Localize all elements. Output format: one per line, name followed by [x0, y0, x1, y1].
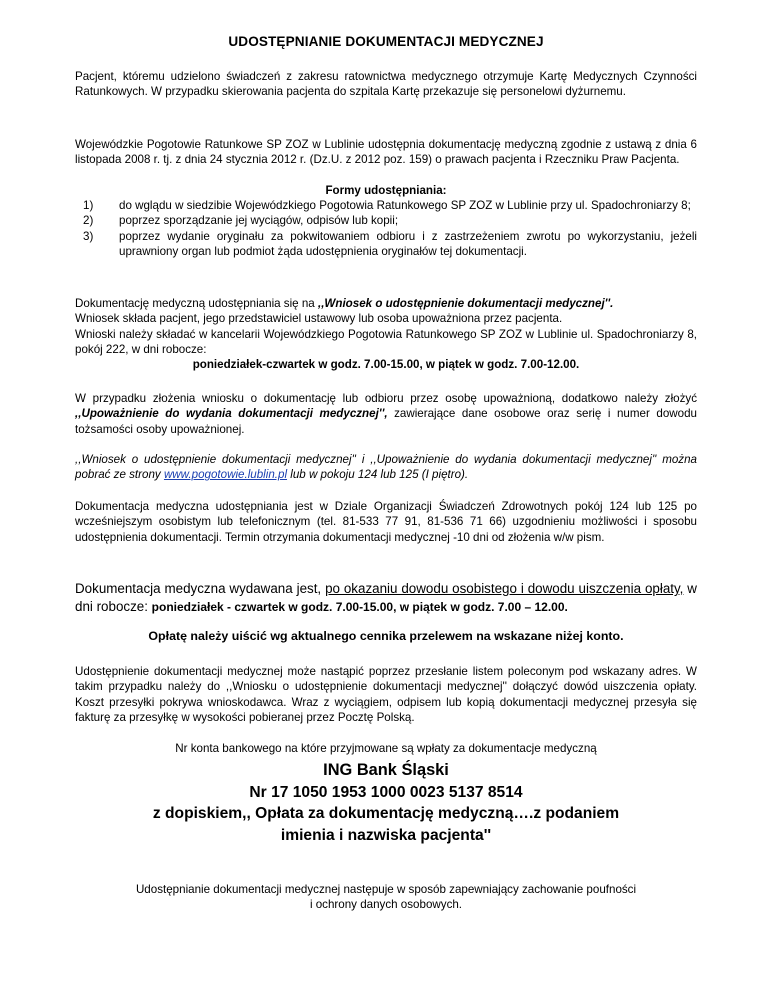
bank-intro: Nr konta bankowego na które przyjmowane są wpłaty za dokumentacje medyczną [175, 742, 597, 755]
download-paragraph: ,,Wniosek o udostępnienie dokumentacji medycznej'' i ,,Upoważnienie do wydania dokumentacji medycznej'' można pobrać ze strony www.pogotowie.lublin.pl lub w pokoju 124 lub 125 (I piętro). [75, 453, 697, 482]
department-paragraph: Dokumentacja medyczna udostępniania jest w Dziale Organizacji Świadczeń Zdrowotnych pokój 124 lub 125 po wcześniejszym osobistym lub telefonicznym (tel. 81-533 77 91, 81-536 71 66) uzgodnieniu możliwości i sposobu udostępnienia dokumentacji. Termin otrzymania dokumentacji medycznej -10 dni od złożenia w/w pism. [75, 500, 697, 544]
website-link[interactable]: www.pogotowie.lublin.pl [163, 468, 288, 482]
list-item: 2) poprzez sporządzanie jej wyciągów, odpisów lub kopii; [83, 214, 399, 228]
bank-details [75, 760, 697, 846]
issuance-paragraph: Dokumentacja medyczna wydawana jest, po okazaniu dowodu osobistego i dowodu uiszczenia opłaty, w dni robocze: poniedziałek - czwartek w godz. 7.00-15.00, w piątek w godz. 7.00 – 12.00. [75, 581, 697, 614]
authorization-paragraph: W przypadku złożenia wniosku o dokumentację lub odbioru przez osobę upoważnioną, dodatkowo należy złożyć ,,Upoważnienie do wydania dokumentacji medycznej'', zawierające dane osobowe oraz serię i numer dowodu tożsamości osoby upoważnionej. [75, 392, 697, 436]
list-item: 3) poprzez wydanie oryginału za pokwitowaniem odbioru i z zastrzeżeniem zwrotu po wykorzystaniu, jeżeli uprawniony organ lub podmiot żąda udostępnienia oryginałów tej dokumentacji. [83, 229, 697, 258]
request-form-name: ,,Wniosek o udostępnienie dokumentacji medycznej''. [317, 297, 614, 310]
forms-list [75, 198, 697, 259]
list-item: 1) do wglądu w siedzibie Wojewódzkiego Pogotowia Ratunkowego SP ZOZ w Lublinie przy ul. Spadochroniarzy 8; [83, 199, 691, 212]
payment-note: Opłatę należy uiścić wg aktualnego cennika przelewem na wskazane niżej konto. [148, 629, 624, 643]
request-paragraph: Dokumentację medyczną udostępniania się na ,,Wniosek o udostępnienie dokumentacji medycznej''. Wniosek składa pacjent, jego przedstawiciel ustawowy lub osoba upoważniona przez pacjenta. Wnioski należy składać w kancelarii Wojewódzkiego Pogotowia Ratunkowego SP ZOZ w Lublinie ul. Spadochroniarzy 8, pokój 222, w dni robocze: poniedziałek-czwartek w godz. 7.00-15.00, w piątek w godz. 7.00-12.00. [75, 297, 697, 372]
transfer-note-cont: imienia i nazwiska pacjenta'' [280, 826, 492, 844]
postal-paragraph: Udostępnienie dokumentacji medycznej może nastąpić poprzez przesłanie listem poleconym pod wskazany adres. W takim przypadku należy do ,,Wniosku o udostępnienie dokumentacji medycznej'' dołączyć dowód uiszczenia opłaty. Koszt przesyłki pokrywa wnioskodawca. Wraz z wyciągiem, odpisem lub kopią dokumentacji medycznej przesyła się fakturę za przesyłkę w wysokości pobieranej przez Pocztę Polską. [75, 665, 697, 724]
bank-account-number: Nr 17 1050 1953 1000 0023 5137 8514 [249, 783, 523, 801]
confidentiality-footer: Udostępnianie dokumentacji medycznej następuje w sposób zapewniający zachowanie poufności i ochrony danych osobowych. [135, 883, 637, 912]
office-hours: poniedziałek-czwartek w godz. 7.00-15.00, w piątek w godz. 7.00-12.00. [192, 358, 580, 372]
issuance-hours: poniedziałek - czwartek w godz. 7.00-15.00, w piątek w godz. 7.00 – 12.00. [151, 599, 568, 614]
bank-name: ING Bank Śląski [323, 761, 449, 779]
transfer-note: z dopiskiem,, Opłata za dokumentację medyczną….z podaniem [152, 805, 620, 822]
legal-basis-paragraph: Wojewódzkie Pogotowie Ratunkowe SP ZOZ w Lublinie udostępnia dokumentację medyczną zgodnie z ustawą z dnia 6 listopada 2008 r. tj. z dnia 24 stycznia 2012 r. (Dz.U. z 2012 poz. 159) o prawach pacjenta i Rzeczniku Praw Pacjenta. [75, 138, 697, 167]
requirements-underlined: po okazaniu dowodu osobistego i dowodu uiszczenia opłaty, [325, 581, 684, 596]
intro-paragraph: Pacjent, któremu udzielono świadczeń z zakresu ratownictwa medycznego otrzymuje Kartę Medycznych Czynności Ratunkowych. W przypadku skierowania pacjenta do szpitala Kartę przekazuje się personelowi dyżurnemu. [75, 70, 697, 99]
authorization-form-name: ,,Upoważnienie do wydania dokumentacji medycznej'', [75, 407, 388, 421]
forms-heading: Formy udostępniania: [325, 184, 447, 197]
page-title: UDOSTĘPNIANIE DOKUMENTACJI MEDYCZNEJ [228, 34, 544, 49]
